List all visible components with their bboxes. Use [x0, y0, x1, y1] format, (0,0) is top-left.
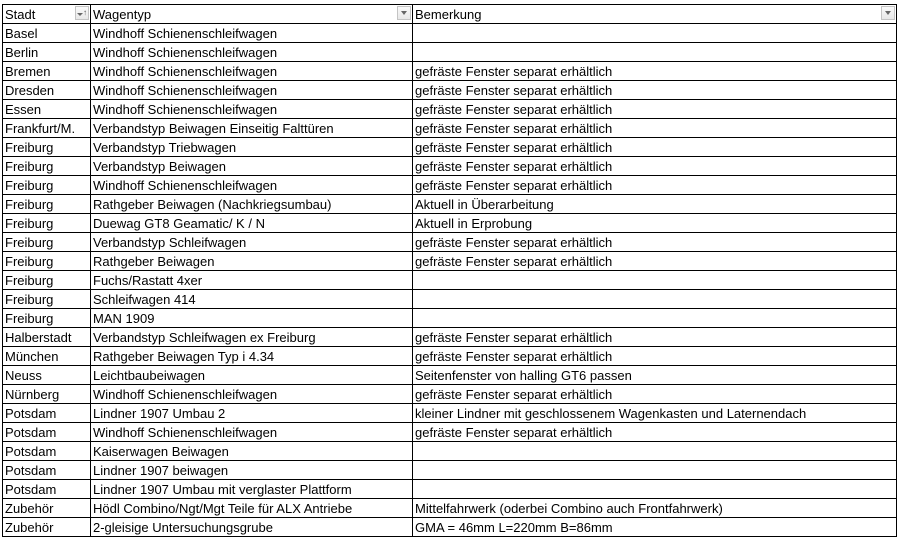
cell-stadt[interactable]: Freiburg — [3, 176, 91, 195]
table-row — [3, 81, 897, 100]
table-row — [3, 214, 897, 233]
cell-bemerkung[interactable] — [413, 461, 897, 480]
table-row — [3, 100, 897, 119]
table-row — [3, 271, 897, 290]
cell-wagentyp[interactable]: Windhoff Schienenschleifwagen — [91, 62, 413, 81]
data-table — [2, 4, 897, 537]
header-wagentyp — [91, 5, 413, 24]
cell-stadt[interactable]: Potsdam — [3, 442, 91, 461]
cell-wagentyp[interactable]: Windhoff Schienenschleifwagen — [91, 100, 413, 119]
cell-wagentyp[interactable]: Windhoff Schienenschleifwagen — [91, 81, 413, 100]
cell-bemerkung[interactable]: gefräste Fenster separat erhältlich — [413, 423, 897, 442]
table-row — [3, 328, 897, 347]
cell-stadt[interactable]: Freiburg — [3, 309, 91, 328]
cell-stadt[interactable]: Zubehör — [3, 518, 91, 537]
cell-stadt[interactable]: Freiburg — [3, 157, 91, 176]
dropdown-arrow-icon — [401, 11, 407, 15]
cell-wagentyp[interactable]: Lindner 1907 Umbau 2 — [91, 404, 413, 423]
header-bemerkung — [413, 5, 897, 24]
cell-stadt[interactable]: Freiburg — [3, 214, 91, 233]
cell-stadt[interactable]: Bremen — [3, 62, 91, 81]
cell-bemerkung[interactable]: GMA = 46mm L=220mm B=86mm — [413, 518, 897, 537]
table-row — [3, 347, 897, 366]
table-row — [3, 176, 897, 195]
cell-wagentyp[interactable]: Verbandstyp Schleifwagen ex Freiburg — [91, 328, 413, 347]
header-label: Bemerkung — [415, 7, 482, 22]
table-row — [3, 157, 897, 176]
table-row — [3, 385, 897, 404]
table-row — [3, 233, 897, 252]
cell-bemerkung[interactable]: gefräste Fenster separat erhältlich — [413, 81, 897, 100]
table-row — [3, 442, 897, 461]
cell-wagentyp[interactable]: Windhoff Schienenschleifwagen — [91, 423, 413, 442]
cell-stadt[interactable]: Freiburg — [3, 252, 91, 271]
cell-bemerkung[interactable] — [413, 43, 897, 62]
cell-wagentyp[interactable]: Leichtbaubeiwagen — [91, 366, 413, 385]
cell-wagentyp[interactable]: Windhoff Schienenschleifwagen — [91, 24, 413, 43]
cell-wagentyp[interactable]: Windhoff Schienenschleifwagen — [91, 43, 413, 62]
cell-wagentyp[interactable]: Schleifwagen 414 — [91, 290, 413, 309]
cell-bemerkung[interactable]: gefräste Fenster separat erhältlich — [413, 62, 897, 81]
table-row — [3, 404, 897, 423]
cell-bemerkung[interactable] — [413, 271, 897, 290]
filter-dropdown-button[interactable] — [881, 6, 895, 20]
table-row — [3, 518, 897, 537]
cell-bemerkung[interactable]: gefräste Fenster separat erhältlich — [413, 385, 897, 404]
cell-bemerkung[interactable]: Mittelfahrwerk (oderbei Combino auch Frontfahrwerk) — [413, 499, 897, 518]
cell-bemerkung[interactable] — [413, 290, 897, 309]
cell-stadt[interactable]: Freiburg — [3, 290, 91, 309]
header-row — [3, 5, 897, 24]
cell-wagentyp[interactable]: Windhoff Schienenschleifwagen — [91, 385, 413, 404]
cell-wagentyp[interactable]: Verbandstyp Beiwagen Einseitig Falttüren — [91, 119, 413, 138]
cell-wagentyp[interactable]: Windhoff Schienenschleifwagen — [91, 176, 413, 195]
cell-stadt[interactable]: Freiburg — [3, 195, 91, 214]
table-row — [3, 461, 897, 480]
cell-wagentyp[interactable]: MAN 1909 — [91, 309, 413, 328]
table-row — [3, 24, 897, 43]
header-label: Stadt — [5, 7, 36, 22]
cell-bemerkung[interactable]: gefräste Fenster separat erhältlich — [413, 233, 897, 252]
cell-bemerkung[interactable]: gefräste Fenster separat erhältlich — [413, 138, 897, 157]
table-row — [3, 138, 897, 157]
header-stadt — [3, 5, 91, 24]
cell-stadt[interactable]: Potsdam — [3, 404, 91, 423]
cell-stadt[interactable]: Potsdam — [3, 480, 91, 499]
cell-wagentyp[interactable]: Rathgeber Beiwagen — [91, 252, 413, 271]
cell-bemerkung[interactable] — [413, 480, 897, 499]
cell-bemerkung[interactable]: Seitenfenster von halling GT6 passen — [413, 366, 897, 385]
table-row — [3, 62, 897, 81]
table-row — [3, 252, 897, 271]
cell-stadt[interactable]: Basel — [3, 24, 91, 43]
cell-wagentyp[interactable]: Lindner 1907 beiwagen — [91, 461, 413, 480]
table-row — [3, 499, 897, 518]
cell-wagentyp[interactable]: Kaiserwagen Beiwagen — [91, 442, 413, 461]
table-row — [3, 309, 897, 328]
cell-bemerkung[interactable]: gefräste Fenster separat erhältlich — [413, 176, 897, 195]
cell-stadt[interactable]: München — [3, 347, 91, 366]
table-row — [3, 290, 897, 309]
cell-bemerkung[interactable] — [413, 442, 897, 461]
cell-wagentyp[interactable]: Lindner 1907 Umbau mit verglaster Plattform — [91, 480, 413, 499]
filter-dropdown-button[interactable] — [397, 6, 411, 20]
cell-stadt[interactable]: Freiburg — [3, 271, 91, 290]
cell-stadt[interactable]: Dresden — [3, 81, 91, 100]
cell-bemerkung[interactable]: kleiner Lindner mit geschlossenem Wagenkasten und Laternendach — [413, 404, 897, 423]
table-row — [3, 119, 897, 138]
cell-stadt[interactable]: Potsdam — [3, 423, 91, 442]
cell-stadt[interactable]: Neuss — [3, 366, 91, 385]
cell-stadt[interactable]: Freiburg — [3, 233, 91, 252]
header-label: Wagentyp — [93, 7, 152, 22]
cell-wagentyp[interactable]: Duewag GT8 Geamatic/ K / N — [91, 214, 413, 233]
cell-bemerkung[interactable] — [413, 24, 897, 43]
cell-stadt[interactable]: Potsdam — [3, 461, 91, 480]
cell-wagentyp[interactable]: Verbandstyp Beiwagen — [91, 157, 413, 176]
cell-stadt[interactable]: Zubehör — [3, 499, 91, 518]
table-row — [3, 43, 897, 62]
cell-bemerkung[interactable]: Aktuell in Überarbeitung — [413, 195, 897, 214]
spreadsheet — [2, 4, 897, 537]
cell-bemerkung[interactable]: gefräste Fenster separat erhältlich — [413, 328, 897, 347]
table-body — [3, 24, 897, 537]
cell-stadt[interactable]: Essen — [3, 100, 91, 119]
cell-bemerkung[interactable] — [413, 309, 897, 328]
cell-bemerkung[interactable]: gefräste Fenster separat erhältlich — [413, 157, 897, 176]
table-row — [3, 195, 897, 214]
sort-ascending-icon: ↑ — [77, 9, 87, 17]
cell-bemerkung[interactable]: gefräste Fenster separat erhältlich — [413, 119, 897, 138]
cell-wagentyp[interactable]: Hödl Combino/Ngt/Mgt Teile für ALX Antriebe — [91, 499, 413, 518]
cell-bemerkung[interactable]: gefräste Fenster separat erhältlich — [413, 252, 897, 271]
table-row — [3, 366, 897, 385]
cell-wagentyp[interactable]: Fuchs/Rastatt 4xer — [91, 271, 413, 290]
table-row — [3, 423, 897, 442]
cell-stadt[interactable]: Nürnberg — [3, 385, 91, 404]
dropdown-arrow-icon — [885, 11, 891, 15]
cell-bemerkung[interactable]: Aktuell in Erprobung — [413, 214, 897, 233]
cell-bemerkung[interactable]: gefräste Fenster separat erhältlich — [413, 100, 897, 119]
cell-wagentyp[interactable]: Verbandstyp Schleifwagen — [91, 233, 413, 252]
table-row — [3, 480, 897, 499]
cell-stadt[interactable]: Halberstadt — [3, 328, 91, 347]
cell-wagentyp[interactable]: Rathgeber Beiwagen (Nachkriegsumbau) — [91, 195, 413, 214]
cell-wagentyp[interactable]: Rathgeber Beiwagen Typ i 4.34 — [91, 347, 413, 366]
cell-stadt[interactable]: Berlin — [3, 43, 91, 62]
cell-wagentyp[interactable]: Verbandstyp Triebwagen — [91, 138, 413, 157]
cell-bemerkung[interactable]: gefräste Fenster separat erhältlich — [413, 347, 897, 366]
sort-filter-button[interactable] — [75, 6, 89, 20]
cell-stadt[interactable]: Frankfurt/M. — [3, 119, 91, 138]
cell-stadt[interactable]: Freiburg — [3, 138, 91, 157]
cell-wagentyp[interactable]: 2-gleisige Untersuchungsgrube — [91, 518, 413, 537]
